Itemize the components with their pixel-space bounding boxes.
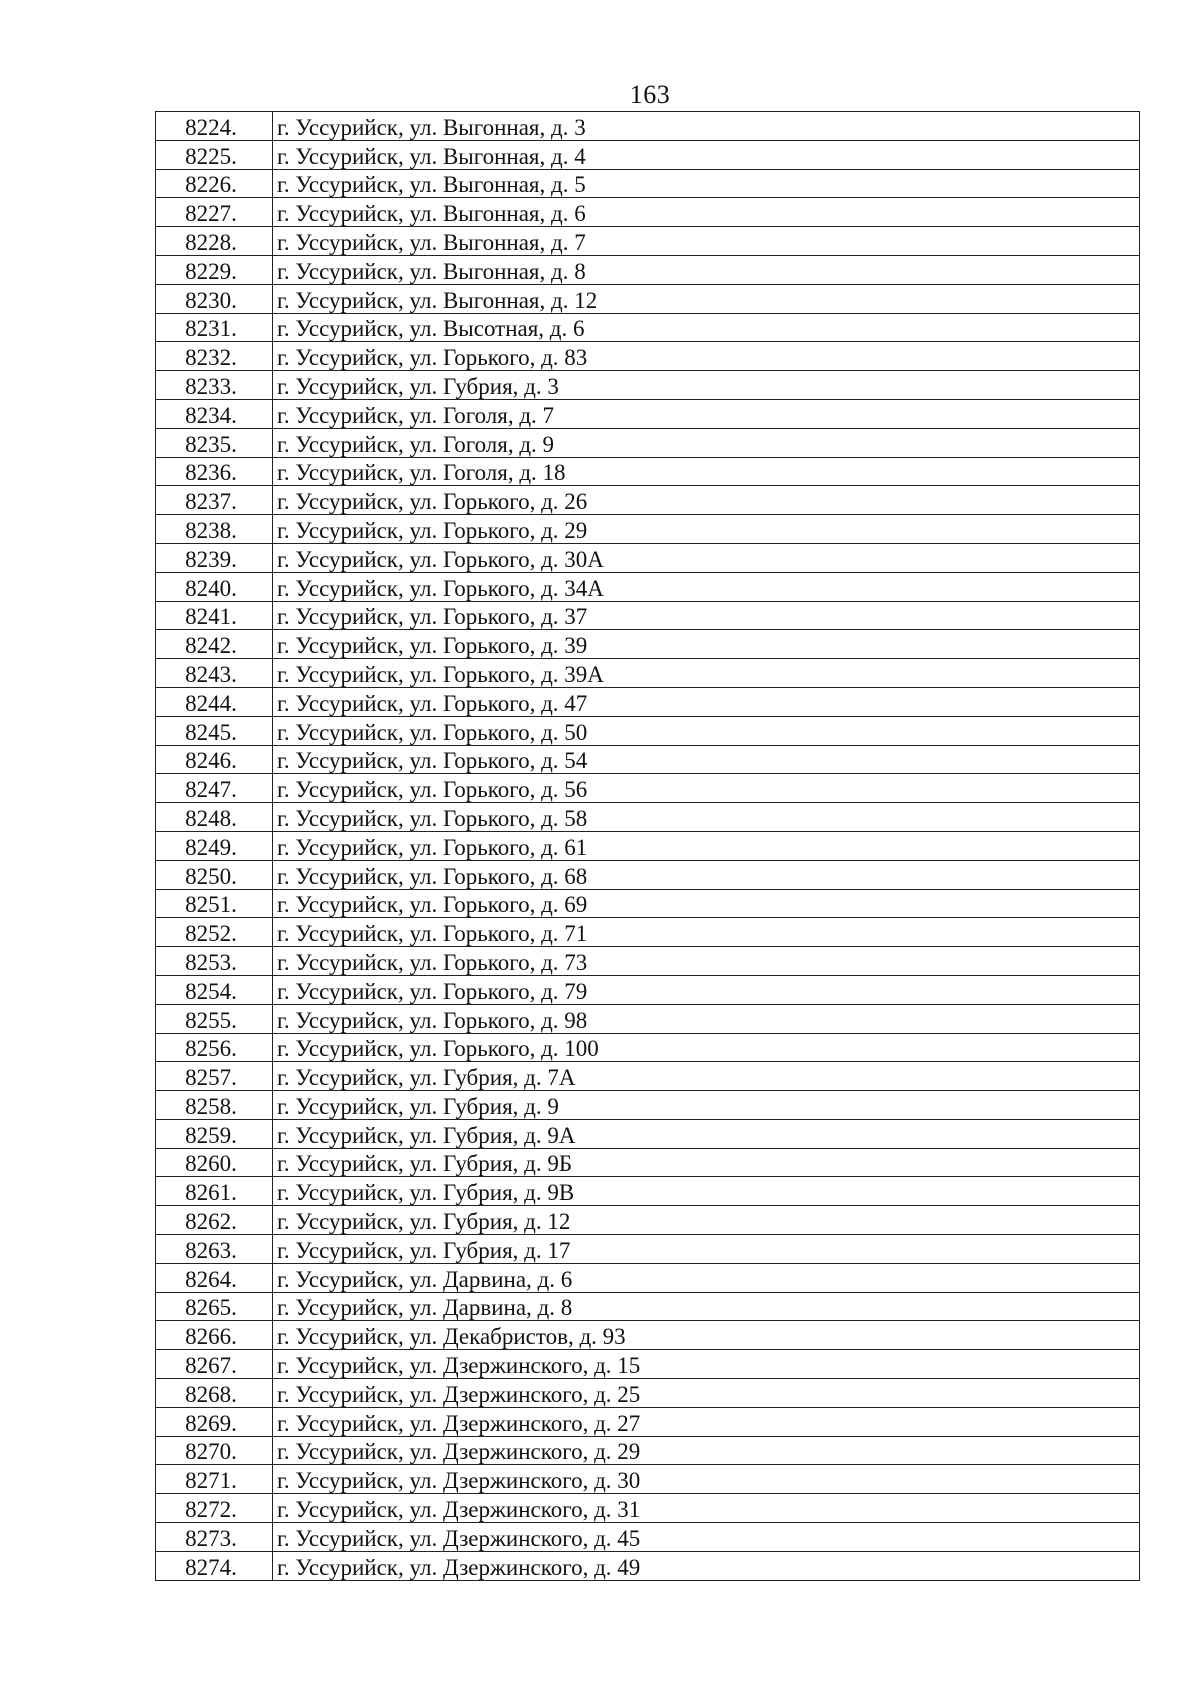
row-number: 8246. (156, 745, 273, 774)
table-row (156, 601, 1140, 630)
table-row (156, 687, 1140, 716)
row-address: г. Уссурийск, ул. Выгонная, д. 7 (273, 227, 1140, 256)
row-address: г. Уссурийск, ул. Дзержинского, д. 29 (273, 1436, 1140, 1465)
row-address: г. Уссурийск, ул. Губрия, д. 3 (273, 371, 1140, 400)
row-address: г. Уссурийск, ул. Горького, д. 54 (273, 745, 1140, 774)
row-address: г. Уссурийск, ул. Горького, д. 69 (273, 889, 1140, 918)
table-row (156, 515, 1140, 544)
row-number: 8256. (156, 1033, 273, 1062)
table-row (156, 227, 1140, 256)
table-row (156, 630, 1140, 659)
table-row (156, 1436, 1140, 1465)
table-row (156, 1033, 1140, 1062)
row-address: г. Уссурийск, ул. Выгонная, д. 4 (273, 140, 1140, 169)
row-address: г. Уссурийск, ул. Дзержинского, д. 15 (273, 1350, 1140, 1379)
row-address: г. Уссурийск, ул. Горького, д. 26 (273, 486, 1140, 515)
row-number: 8225. (156, 140, 273, 169)
table-row (156, 831, 1140, 860)
row-address: г. Уссурийск, ул. Горького, д. 56 (273, 774, 1140, 803)
row-address: г. Уссурийск, ул. Горького, д. 68 (273, 860, 1140, 889)
row-number: 8239. (156, 543, 273, 572)
row-number: 8258. (156, 1091, 273, 1120)
table-row (156, 169, 1140, 198)
table-row (156, 745, 1140, 774)
table-row (156, 284, 1140, 313)
row-address: г. Уссурийск, ул. Дзержинского, д. 25 (273, 1379, 1140, 1408)
row-number: 8227. (156, 198, 273, 227)
table-row (156, 457, 1140, 486)
row-address: г. Уссурийск, ул. Губрия, д. 9А (273, 1119, 1140, 1148)
table-row (156, 947, 1140, 976)
table-row (156, 1177, 1140, 1206)
table-row (156, 112, 1140, 141)
row-number: 8228. (156, 227, 273, 256)
row-number: 8233. (156, 371, 273, 400)
row-address: г. Уссурийск, ул. Губрия, д. 7А (273, 1062, 1140, 1091)
table-row (156, 1465, 1140, 1494)
row-address: г. Уссурийск, ул. Дарвина, д. 6 (273, 1263, 1140, 1292)
row-number: 8230. (156, 284, 273, 313)
row-address: г. Уссурийск, ул. Горького, д. 39 (273, 630, 1140, 659)
table-row (156, 313, 1140, 342)
table-row (156, 659, 1140, 688)
table-row (156, 1119, 1140, 1148)
row-address: г. Уссурийск, ул. Дзержинского, д. 31 (273, 1494, 1140, 1523)
row-address: г. Уссурийск, ул. Дзержинского, д. 30 (273, 1465, 1140, 1494)
row-number: 8261. (156, 1177, 273, 1206)
row-number: 8236. (156, 457, 273, 486)
row-number: 8232. (156, 342, 273, 371)
row-number: 8271. (156, 1465, 273, 1494)
row-address: г. Уссурийск, ул. Выгонная, д. 6 (273, 198, 1140, 227)
row-address: г. Уссурийск, ул. Губрия, д. 12 (273, 1206, 1140, 1235)
table-row (156, 1235, 1140, 1264)
row-address: г. Уссурийск, ул. Горького, д. 79 (273, 975, 1140, 1004)
row-address: г. Уссурийск, ул. Выгонная, д. 12 (273, 284, 1140, 313)
row-address: г. Уссурийск, ул. Дарвина, д. 8 (273, 1292, 1140, 1321)
row-number: 8259. (156, 1119, 273, 1148)
row-address: г. Уссурийск, ул. Дзержинского, д. 49 (273, 1551, 1140, 1580)
row-number: 8231. (156, 313, 273, 342)
table-row (156, 1551, 1140, 1580)
row-number: 8226. (156, 169, 273, 198)
row-address: г. Уссурийск, ул. Губрия, д. 9В (273, 1177, 1140, 1206)
table-row (156, 1091, 1140, 1120)
table-row (156, 1523, 1140, 1552)
table-row (156, 918, 1140, 947)
table-row (156, 255, 1140, 284)
row-number: 8273. (156, 1523, 273, 1552)
page-number: 163 (629, 80, 671, 109)
row-address: г. Уссурийск, ул. Горького, д. 100 (273, 1033, 1140, 1062)
table-row (156, 860, 1140, 889)
row-number: 8255. (156, 1004, 273, 1033)
row-number: 8257. (156, 1062, 273, 1091)
row-address: г. Уссурийск, ул. Горького, д. 50 (273, 716, 1140, 745)
table-row (156, 1062, 1140, 1091)
row-address: г. Уссурийск, ул. Губрия, д. 9 (273, 1091, 1140, 1120)
row-address: г. Уссурийск, ул. Горького, д. 98 (273, 1004, 1140, 1033)
table-row (156, 140, 1140, 169)
row-number: 8250. (156, 860, 273, 889)
row-number: 8229. (156, 255, 273, 284)
row-number: 8267. (156, 1350, 273, 1379)
row-number: 8252. (156, 918, 273, 947)
row-address: г. Уссурийск, ул. Горького, д. 61 (273, 831, 1140, 860)
row-number: 8263. (156, 1235, 273, 1264)
row-number: 8251. (156, 889, 273, 918)
table-row (156, 1350, 1140, 1379)
row-number: 8260. (156, 1148, 273, 1177)
row-number: 8240. (156, 572, 273, 601)
row-number: 8265. (156, 1292, 273, 1321)
table-row (156, 428, 1140, 457)
row-number: 8254. (156, 975, 273, 1004)
row-number: 8244. (156, 687, 273, 716)
row-address: г. Уссурийск, ул. Горького, д. 37 (273, 601, 1140, 630)
table-row (156, 198, 1140, 227)
row-address: г. Уссурийск, ул. Гоголя, д. 7 (273, 399, 1140, 428)
row-number: 8274. (156, 1551, 273, 1580)
table-row (156, 486, 1140, 515)
table-row (156, 716, 1140, 745)
address-table-body (156, 112, 1140, 1581)
row-address: г. Уссурийск, ул. Гоголя, д. 18 (273, 457, 1140, 486)
address-table (155, 111, 1140, 1581)
table-row (156, 889, 1140, 918)
table-row (156, 342, 1140, 371)
row-address: г. Уссурийск, ул. Дзержинского, д. 45 (273, 1523, 1140, 1552)
row-number: 8269. (156, 1407, 273, 1436)
row-number: 8266. (156, 1321, 273, 1350)
table-row (156, 803, 1140, 832)
row-number: 8272. (156, 1494, 273, 1523)
row-number: 8245. (156, 716, 273, 745)
table-row (156, 543, 1140, 572)
row-address: г. Уссурийск, ул. Выгонная, д. 5 (273, 169, 1140, 198)
row-address: г. Уссурийск, ул. Гоголя, д. 9 (273, 428, 1140, 457)
row-number: 8224. (156, 112, 273, 141)
row-number: 8247. (156, 774, 273, 803)
row-number: 8243. (156, 659, 273, 688)
row-number: 8270. (156, 1436, 273, 1465)
row-number: 8262. (156, 1206, 273, 1235)
row-address: г. Уссурийск, ул. Губрия, д. 17 (273, 1235, 1140, 1264)
row-address: г. Уссурийск, ул. Выгонная, д. 3 (273, 112, 1140, 141)
row-number: 8268. (156, 1379, 273, 1408)
table-row (156, 1321, 1140, 1350)
row-address: г. Уссурийск, ул. Дзержинского, д. 27 (273, 1407, 1140, 1436)
row-number: 8253. (156, 947, 273, 976)
row-number: 8264. (156, 1263, 273, 1292)
row-address: г. Уссурийск, ул. Высотная, д. 6 (273, 313, 1140, 342)
row-number: 8234. (156, 399, 273, 428)
table-row (156, 1292, 1140, 1321)
row-address: г. Уссурийск, ул. Горького, д. 73 (273, 947, 1140, 976)
table-row (156, 399, 1140, 428)
row-address: г. Уссурийск, ул. Горького, д. 39А (273, 659, 1140, 688)
row-address: г. Уссурийск, ул. Горького, д. 29 (273, 515, 1140, 544)
row-number: 8249. (156, 831, 273, 860)
table-row (156, 975, 1140, 1004)
row-number: 8242. (156, 630, 273, 659)
row-address: г. Уссурийск, ул. Выгонная, д. 8 (273, 255, 1140, 284)
row-address: г. Уссурийск, ул. Горького, д. 47 (273, 687, 1140, 716)
row-address: г. Уссурийск, ул. Горького, д. 34А (273, 572, 1140, 601)
row-address: г. Уссурийск, ул. Декабристов, д. 93 (273, 1321, 1140, 1350)
row-number: 8235. (156, 428, 273, 457)
row-address: г. Уссурийск, ул. Горького, д. 71 (273, 918, 1140, 947)
table-row (156, 371, 1140, 400)
row-number: 8241. (156, 601, 273, 630)
table-row (156, 1407, 1140, 1436)
table-row (156, 1494, 1140, 1523)
table-row (156, 572, 1140, 601)
table-row (156, 1148, 1140, 1177)
table-row (156, 1004, 1140, 1033)
table-row (156, 774, 1140, 803)
row-number: 8237. (156, 486, 273, 515)
row-address: г. Уссурийск, ул. Горького, д. 30А (273, 543, 1140, 572)
row-address: г. Уссурийск, ул. Губрия, д. 9Б (273, 1148, 1140, 1177)
table-row (156, 1263, 1140, 1292)
row-number: 8248. (156, 803, 273, 832)
table-row (156, 1206, 1140, 1235)
row-address: г. Уссурийск, ул. Горького, д. 58 (273, 803, 1140, 832)
row-address: г. Уссурийск, ул. Горького, д. 83 (273, 342, 1140, 371)
table-row (156, 1379, 1140, 1408)
row-number: 8238. (156, 515, 273, 544)
